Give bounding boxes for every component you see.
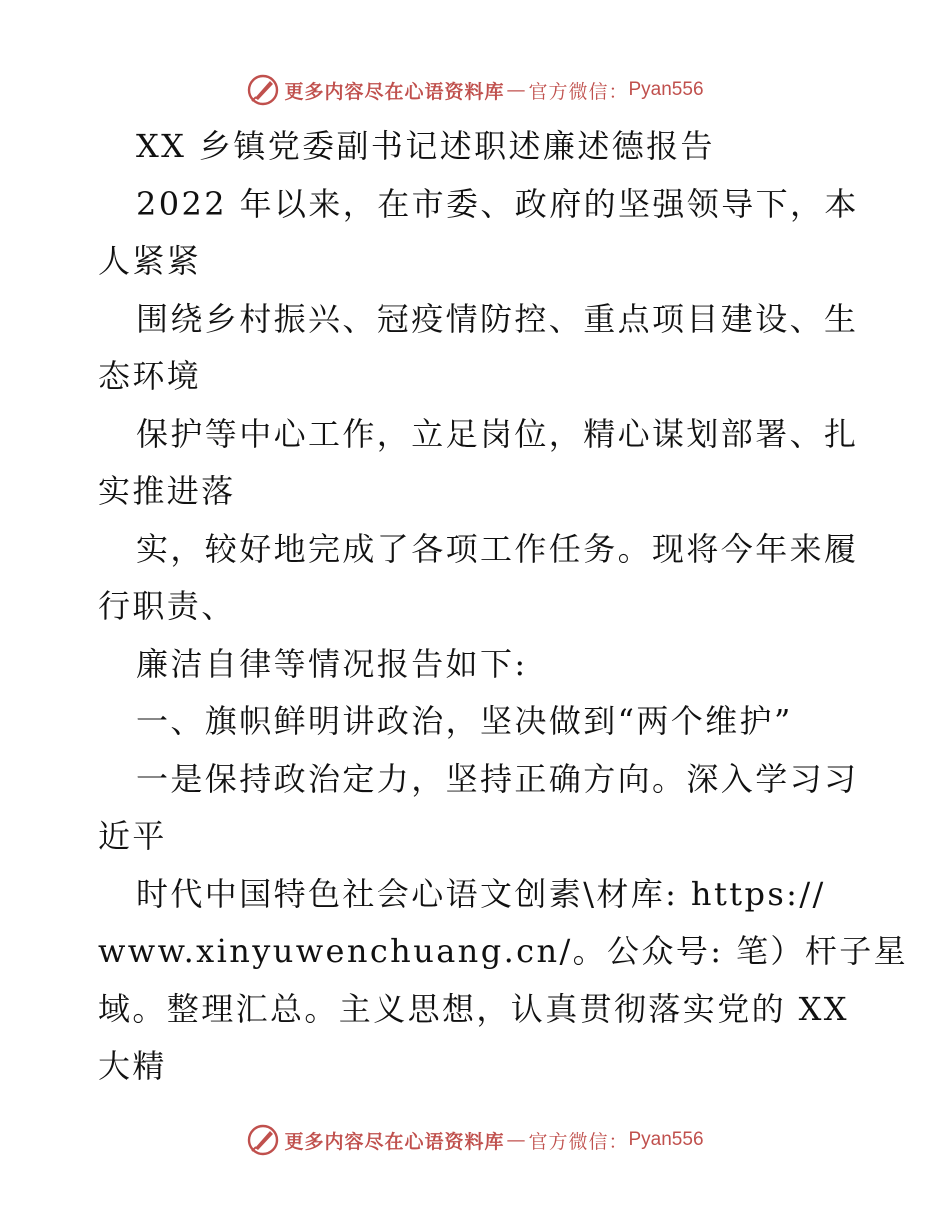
document-body	[98, 118, 909, 1096]
section-heading: 一、旗帜鲜明讲政治，坚决做到“两个维护”	[136, 702, 793, 740]
paragraph-line: 2022 年以来，在市委、政府的坚强领导下，本	[136, 184, 859, 223]
footer-separator: —	[506, 1129, 527, 1151]
paragraph-line: www.xinyuwenchuang.cn/。公众号: 笔）杆子星	[98, 932, 909, 970]
paragraph-line: 一是保持政治定力，坚持正确方向。深入学习习	[136, 759, 859, 798]
paragraph-line: 域。整理汇总。主义思想，认真贯彻落实党的 XX	[98, 989, 849, 1028]
paragraph-line: 实，较好地完成了各项工作任务。现将今年来履	[136, 529, 859, 568]
header-wechat-id: Pyan556	[628, 79, 704, 100]
paragraph-line: 廉洁自律等情况报告如下:	[136, 644, 528, 683]
paragraph-line: 态环境	[98, 357, 202, 395]
header-wechat-label: 官方微信：	[528, 80, 629, 103]
header-separator: —	[506, 79, 527, 101]
paragraph-line: 时代中国特色社会心语文创素\材库: https://	[136, 874, 826, 913]
footer-wechat-label: 官方微信：	[528, 1130, 629, 1153]
paragraph-line: 保护等中心工作，立足岗位，精心谋划部署、扎	[136, 414, 859, 453]
document-title: XX 乡镇党委副书记述职述廉述德报告	[136, 127, 715, 165]
paragraph-line: 人紧紧	[98, 242, 202, 280]
quill-pen-seal-icon	[246, 1123, 280, 1157]
header-brand: 更多内容尽在心语资料库	[284, 80, 505, 103]
quill-pen-seal-icon	[246, 73, 280, 107]
footer-wechat-id: Pyan556	[628, 1129, 704, 1150]
footer-watermark	[0, 1118, 950, 1162]
paragraph-line: 近平	[98, 817, 167, 855]
paragraph-line: 大精	[98, 1047, 167, 1085]
paragraph-line: 行职责、	[98, 587, 236, 625]
paragraph-line: 实推进落	[98, 472, 236, 510]
paragraph-line: 围绕乡村振兴、冠疫情防控、重点项目建设、生	[136, 299, 859, 338]
header-watermark	[0, 68, 950, 112]
footer-brand: 更多内容尽在心语资料库	[284, 1130, 505, 1153]
